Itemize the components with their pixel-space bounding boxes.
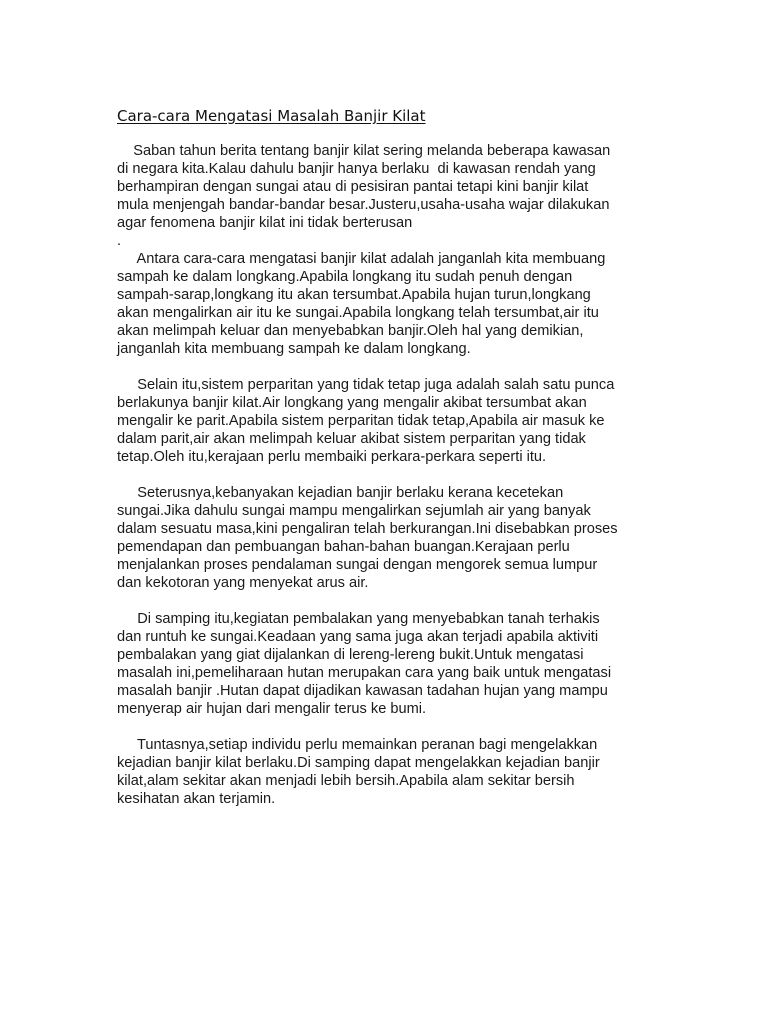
text-line: akan mengalirkan air itu ke sungai.Apabila longkang telah tersumbat,air itu xyxy=(117,305,599,321)
text-line: masalah banjir .Hutan dapat dijadikan kawasan tadahan hujan yang mampu xyxy=(117,683,608,699)
paragraph-5 xyxy=(117,610,677,718)
text-line: mengalir ke parit.Apabila sistem perparitan tidak tetap,Apabila air masuk ke xyxy=(117,413,605,429)
paragraph-6 xyxy=(117,736,677,808)
text-line: dalam sesuatu masa,kini pengaliran telah berkurangan.Ini disebabkan proses xyxy=(117,521,618,537)
paragraph-spacer xyxy=(117,358,677,376)
paragraph-2 xyxy=(117,250,677,358)
text-line: kilat,alam sekitar akan menjadi lebih bersih.Apabila alam sekitar bersih xyxy=(117,773,575,789)
text-line: menjalankan proses pendalaman sungai dengan mengorek semua lumpur xyxy=(117,557,598,573)
text-line: pembalakan yang giat dijalankan di lereng-lereng bukit.Untuk mengatasi xyxy=(117,647,584,663)
text-line: Antara cara-cara mengatasi banjir kilat adalah janganlah kita membuang xyxy=(117,251,606,267)
text-line: akan melimpah keluar dan menyebabkan banjir.Oleh hal yang demikian, xyxy=(117,323,584,339)
text-line: masalah ini,pemeliharaan hutan merupakan cara yang baik untuk mengatasi xyxy=(117,665,612,681)
text-line: pemendapan dan pembuangan bahan-bahan buangan.Kerajaan perlu xyxy=(117,539,570,555)
text-line: sampah-sarap,longkang itu akan tersumbat.Apabila hujan turun,longkang xyxy=(117,287,591,303)
text-line: dan runtuh ke sungai.Keadaan yang sama juga akan terjadi apabila aktiviti xyxy=(117,629,599,645)
text-line: Di samping itu,kegiatan pembalakan yang menyebabkan tanah terhakis xyxy=(117,611,600,627)
document-body xyxy=(117,142,677,808)
paragraph-spacer xyxy=(117,718,677,736)
text-line: janganlah kita membuang sampah ke dalam longkang. xyxy=(117,341,471,357)
text-line: sungai.Jika dahulu sungai mampu mengalirkan sejumlah air yang banyak xyxy=(117,503,591,519)
text-line: kejadian banjir kilat berlaku.Di samping dapat mengelakkan kejadian banjir xyxy=(117,755,600,771)
text-line: sampah ke dalam longkang.Apabila longkang itu sudah penuh dengan xyxy=(117,269,573,285)
paragraph-spacer xyxy=(117,592,677,610)
text-line: mula menjengah bandar-bandar besar.Justeru,usaha-usaha wajar dilakukan xyxy=(117,197,610,213)
text-line: dan kekotoran yang menyekat arus air. xyxy=(117,575,369,591)
text-line: di negara kita.Kalau dahulu banjir hanya berlaku di kawasan rendah yang xyxy=(117,161,596,177)
text-line: tetap.Oleh itu,kerajaan perlu membaiki perkara-perkara seperti itu. xyxy=(117,449,547,465)
paragraph-1 xyxy=(117,142,677,250)
paragraph-spacer xyxy=(117,466,677,484)
text-line: Tuntasnya,setiap individu perlu memainkan peranan bagi mengelakkan xyxy=(117,737,598,753)
text-line: menyerap air hujan dari mengalir terus ke bumi. xyxy=(117,701,427,717)
text-line: . xyxy=(117,233,122,249)
text-line: kesihatan akan terjamin. xyxy=(117,791,276,807)
text-line: Saban tahun berita tentang banjir kilat sering melanda beberapa kawasan xyxy=(117,143,611,159)
paragraph-3 xyxy=(117,376,677,466)
text-line: Seterusnya,kebanyakan kejadian banjir berlaku kerana kecetekan xyxy=(117,485,564,501)
text-line: Selain itu,sistem perparitan yang tidak tetap juga adalah salah satu punca xyxy=(117,377,615,393)
document-title: Cara-cara Mengatasi Masalah Banjir Kilat xyxy=(117,107,426,125)
text-line: agar fenomena banjir kilat ini tidak berterusan xyxy=(117,215,413,231)
text-line: berhampiran dengan sungai atau di pesisiran pantai tetapi kini banjir kilat xyxy=(117,179,589,195)
paragraph-4 xyxy=(117,484,677,592)
text-line: berlakunya banjir kilat.Air longkang yang mengalir akibat tersumbat akan xyxy=(117,395,587,411)
text-line: dalam parit,air akan melimpah keluar akibat sistem perparitan yang tidak xyxy=(117,431,586,447)
